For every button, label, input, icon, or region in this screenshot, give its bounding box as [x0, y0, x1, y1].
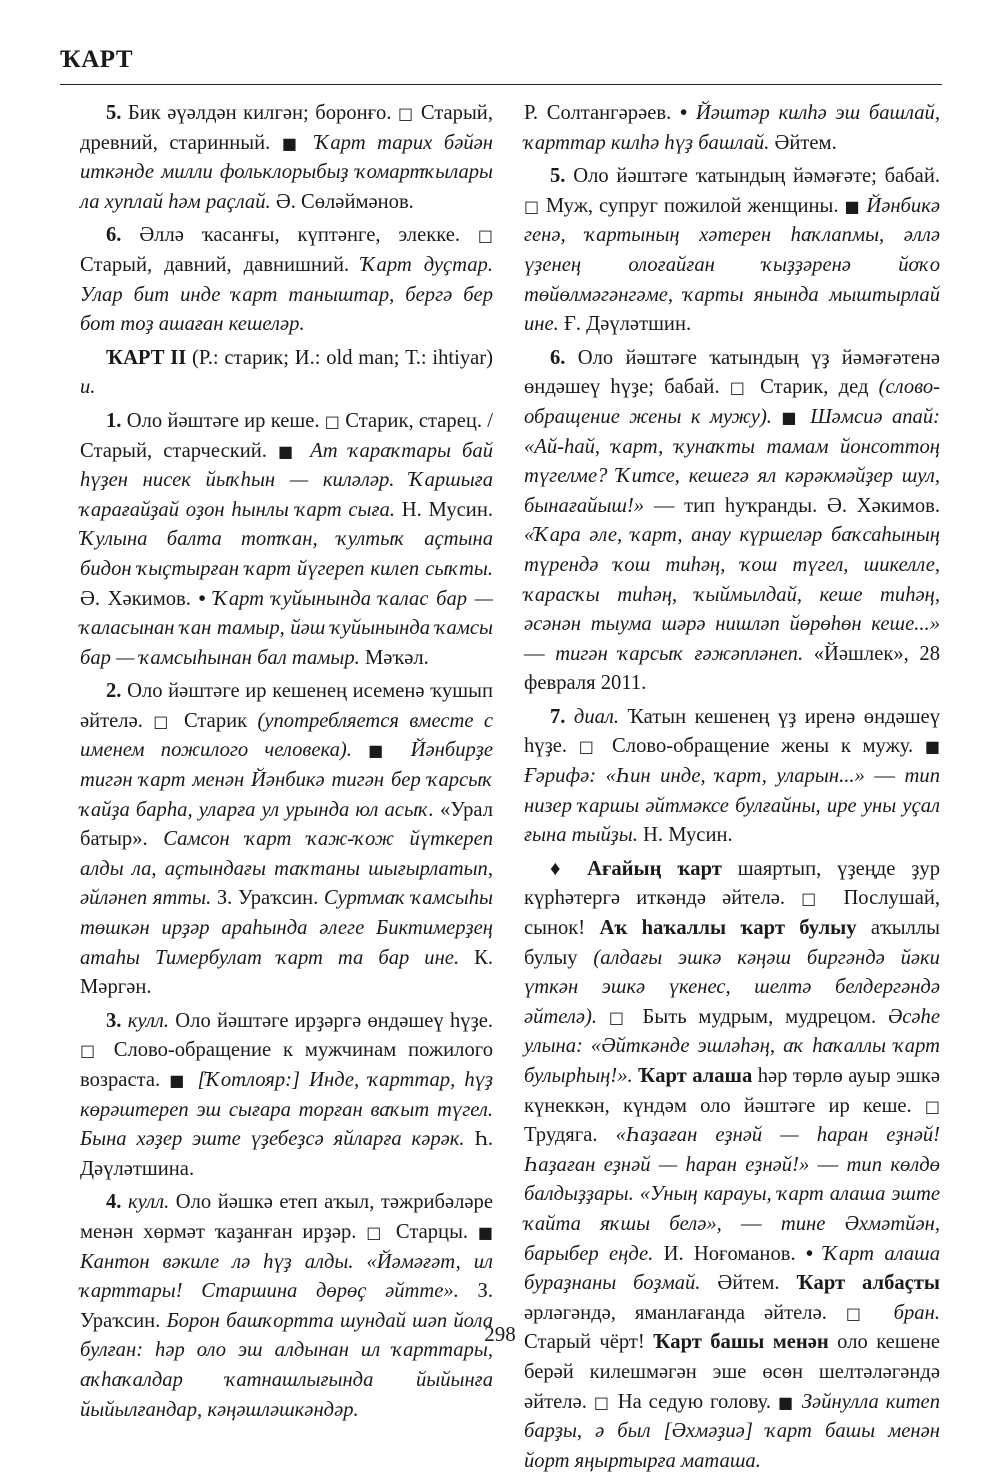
entry-paragraph: 5. Оло йәштәге ҡатындың йәмәғәте; бабай. □ Муж, супруг пожилой женщины. ■ Йәнбикә генә, ҡартының хәтерен һаҡлапмы, әллә үҙенең олоғайған ҡыҙҙәренә йоҡо төйөлмәгәнгәме, ҡарты янында мыштырлай ине. Ғ. Дәүләтшин.	[524, 165, 940, 336]
entry-paragraph: 3. кулл. Оло йәштәге ирҙәргә өндәшеү һүҙе. □ Слово-обращение к мужчинам пожилого возраста. ■ [Ҡотлояр:] Инде, ҡарттар, һүҙ көрәштереп эш сығара торған ваҡыт түгел. Бына хәҙер эште үҙебеҙсә яйларға кәрәк. Һ. Дәүләтшина.	[80, 1009, 493, 1180]
entry-paragraph: 1. Оло йәштәге ир кеше. □ Старик, старец. / Старый, старческий. ■ Ат ҡараҡтары бай һүҙен нисек йыҡһын — киләләр. Ҡаршыға ҡарағайҙай оҙон һынлы ҡарт сыға. Н. Мусин. Ҡулына балта тотҡан, ҡултыҡ аҫтына бидон ҡыҫтырған ҡарт йүгереп килеп сыҡты. Ә. Хәкимов. • Ҡарт ҡуйынында ҡалас бар — ҡаласынан ҡан тамыр, йәш ҡуйынында ҡамсы бар — ҡамсыһынан бал тамыр. Мәҡәл.	[80, 409, 494, 669]
entry-paragraph: 7. диал. Ҡатын кешенең үҙ иренә өндәшеү һүҙе. □ Слово-обращение жены к мужу. ■ Ғәрифә: «Һин инде, ҡарт, уларын...» — тип низер ҡаршы әйтмәксе булғайны, ире уны уҫал ғына тыйҙы. Н. Мусин.	[524, 705, 941, 847]
right-column	[524, 99, 940, 1480]
entry-paragraph: 6. Әллә ҡасанғы, күптәнге, элекке. □ Старый, давний, давнишний. Ҡарт дуҫтар. Улар бит инде ҡарт таныштар, бергә бер бот тоҙ ашаған кешеләр.	[80, 224, 493, 336]
header-rule	[60, 84, 942, 85]
headword-entry: ҠАРТ II (Р.: старик; И.: old man; Т.: ihtiyar) и.	[80, 346, 493, 399]
entry-paragraph: Р. Солтангәрәев. • Йәштәр килһә эш башлай, ҡарттар килһә һүҙ башлай. Әйтем.	[524, 102, 941, 154]
entry-paragraph: 2. Оло йәштәге ир кешенең исеменә ҡушып әйтелә. □ Старик (употребляется вместе с именем пожилого человека). ■ Йәнбирҙе тигән ҡарт менән Йәнбикә тигән бер ҡарсыҡ ҡайҙа барһа, уларға ул урында юл асыҡ. «Урал батыр». Самсон ҡарт ҡаж-ҡож йүткереп алды ла, аҫтындағы таҡтаны шығырлатып, әйләнеп ятты. З. Ураҡсин. Суртмаҡ ҡамсыһы төшкән ирҙәр араһында әлеге Биктимерҙең атаһы Тимербулат ҡарт та бар ине. К. Мәргән.	[80, 680, 494, 999]
idioms-paragraph: ♦ Ағайың ҡарт шаяртып, үҙеңде ҙур күрһәтергә иткәндә әйтелә. □ Послушай, сынок! Аҡ һаҡаллы ҡарт булыу аҡыллы булыу (алдағы эшкә кәңәш биргәндә йәки үткән эшкә үкенес, шелтә белдергәндә әйтелә). □ Быть мудрым, мудрецом. Әсәһе улына: «Әйткәнде эшләһәң, аҡ һаҡаллы ҡарт булырһың!». Ҡарт алаша һәр төрлө ауыр эшкә күнеккән, күндәм оло йәштәге ир кеше. □ Трудяга. «Һаҙаған еҙнәй — һаран еҙнәй! Һаҙаған еҙнәй — һаран еҙнәй!» — тип көлдө балдыҙҙары. «Уның карауы, ҡарт алаша эште ҡайта яҡшы белә», — тине Әхмәтйән, барыбер еңде. И. Ноғоманов. • Ҡарт алаша бураҙнаны боҙмай. Әйтем. Ҡарт албаҫты әрләгәндә, яманлағанда әйтелә. □ бран. Старый чёрт! Ҡарт башы менән оло кешене берәй килешмәгән эше өсөн шелтәләгәндә әйтелә. □ На седую голову. ■ Зәйнулла китеп барҙы, ә был [Әхмәҙиә] ҡарт башы менән йорт яңыртырға маташа.	[524, 857, 941, 1472]
page-number: 298	[484, 1322, 516, 1346]
entry-paragraph: 5. Бик әүәлдән килгән; боронғо. □ Старый, древний, старинный. ■ Ҡарт тарих бәйән иткәнде милли фольклорыбыҙ ҡомартҡылары ла хуплай һәм раҫлай. Ә. Сөләймәнов.	[80, 102, 493, 213]
entry-paragraph: 6. Оло йәштәге ҡатындың үҙ йәмәғәтенә өндәшеү һүҙе; бабай. □ Старик, дед (слово-обращение жены к мужу). ■ Шәмсиә апай: «Ай-һай, ҡарт, ҡунаҡты тамам йонсоттоң түгелме? Ҡитсе, кешегә ял кәрәкмәйҙер шул, бынағайыш!» — тип һуҡранды. Ә. Хәкимов. «Ҡара әле, ҡарт, анау күршеләр баҡсаһының түрендә ҡош тиһәң, ҡош түгел, шикелле, ҡарасҡы тиһәң, ҡыймылдай, кеше тиһәң, әсәнән тыума шәрә нишләп йөрөһөн кеше...» — тигән ҡарсыҡ ғәжәпләнеп. «Йәшлек», 28 февраля 2011.	[524, 346, 940, 695]
left-column	[80, 99, 493, 1429]
entry-paragraph: 4. кулл. Оло йәшкә етеп аҡыл, тәжрибәләре менән хөрмәт ҡаҙанған ирҙәр. □ Старцы. ■ Кантон вәкиле лә һүҙ алды. «Йәмәғәт, ил ҡарттары! Старшина дөрөҫ әйтте». З. Ураҡсин. Борон башҡортта шундай шәп йола булған: һәр оло эш алдынан ил ҡарттары, аҡһаҡалдар ҡатнашлығында йыйынға йыйылғандар, кәңәшләшкәндәр.	[80, 1191, 493, 1421]
running-head: ҠАРТ	[60, 46, 134, 73]
